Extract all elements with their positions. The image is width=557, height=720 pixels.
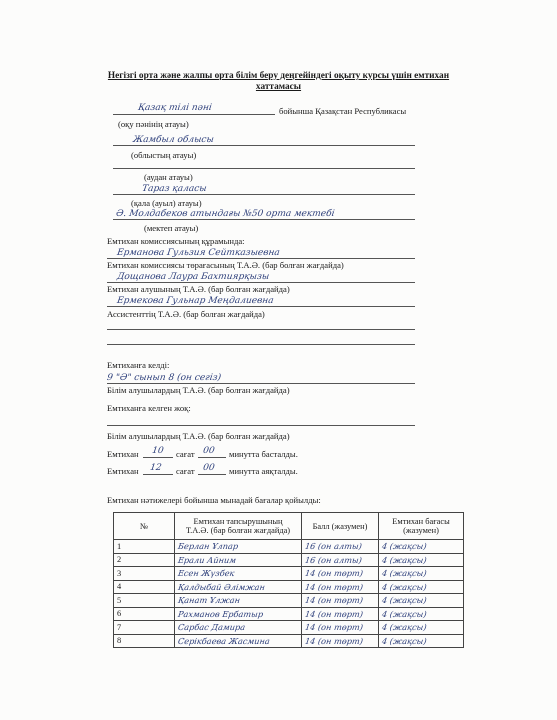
table-row — [114, 594, 464, 608]
district-line — [113, 168, 415, 169]
table-row — [114, 553, 464, 567]
examiner-label: Емтихан алушының Т.А.Ә. (бар болған жағдайда) — [107, 284, 290, 294]
assistant-value: Ермекова Гульнар Меңдалиевна — [116, 296, 275, 306]
city-label: (қала (ауыл) атауы) — [131, 198, 202, 208]
assistant-line — [107, 306, 415, 307]
row-score: 14 (он төрт) — [304, 608, 364, 619]
chair-value: Ерманова Гульзия Сейтказыевна — [116, 248, 281, 258]
row-name: Сарбас Дамира — [177, 622, 246, 633]
header-name — [175, 513, 302, 540]
row-name: Берлан Ұлпар — [177, 541, 239, 552]
school-label: (мектеп атауы) — [144, 223, 199, 233]
row-grade: 4 (жақсы) — [381, 595, 428, 606]
row-grade: 4 (жақсы) — [381, 608, 428, 619]
row-grade: 4 (жақсы) — [381, 541, 428, 552]
row-score: 14 (он төрт) — [304, 635, 364, 646]
subject-value: Қазақ тілі пәні — [137, 103, 213, 113]
assistant-label: Ассистенттің Т.А.Ә. (бар болған жағдайда) — [107, 309, 265, 319]
arrived-label: Емтиханға келді: — [107, 360, 170, 370]
header-name-line-1: Емтихан тапсырушының — [193, 517, 283, 526]
school-value: Ә. Молдабеков атындағы №50 орта мектебі — [115, 209, 336, 219]
row-num: 8 — [114, 634, 175, 648]
start-prefix: Емтихан — [107, 449, 139, 459]
absent-label: Емтиханға келген жоқ: — [107, 403, 191, 413]
row-num: 7 — [114, 621, 175, 635]
blank-line-1 — [107, 329, 415, 330]
results-label: Емтихан нәтижелері бойынша мынадай бағалар қойылды: — [107, 495, 321, 505]
school-line — [113, 219, 415, 220]
end-mid: сағат — [176, 466, 195, 476]
region-line — [113, 145, 415, 146]
end-hour: 12 — [149, 463, 163, 473]
start-hour: 10 — [151, 446, 165, 456]
row-score: 14 (он төрт) — [304, 595, 364, 606]
table-row — [114, 540, 464, 554]
end-hour-line — [143, 474, 173, 475]
header-num: № — [114, 513, 175, 540]
start-suffix: минутта басталды. — [229, 449, 298, 459]
students-label-2: Білім алушылардың Т.А.Ә. (бар болған жағдайда) — [107, 431, 290, 441]
row-name: Есен Жүзбек — [177, 568, 236, 579]
table-row — [114, 634, 464, 648]
start-mid: сағат — [176, 449, 195, 459]
row-num: 1 — [114, 540, 175, 554]
row-num: 3 — [114, 567, 175, 581]
header-name-line-2: Т.А.Ә. (бар болған жағдайда) — [185, 526, 291, 535]
row-num: 4 — [114, 580, 175, 594]
row-grade: 4 (жақсы) — [381, 635, 428, 646]
table-row — [114, 607, 464, 621]
header-grade: Емтихан бағасы (жазумен) — [379, 513, 464, 540]
row-grade: 4 (жақсы) — [381, 581, 428, 592]
start-min: 00 — [202, 446, 216, 456]
row-grade: 4 (жақсы) — [381, 554, 428, 565]
end-suffix: минутта аяқталды. — [229, 466, 298, 476]
subject-label: (оқу пәнінің атауы) — [118, 119, 189, 129]
header-score: Балл (жазумен) — [302, 513, 379, 540]
row-num: 6 — [114, 607, 175, 621]
results-table — [113, 512, 464, 648]
row-name: Рахманов Ербатыр — [177, 608, 264, 619]
region-value: Жамбыл облысы — [132, 135, 215, 145]
row-grade: 4 (жақсы) — [381, 622, 428, 633]
city-line — [113, 194, 415, 195]
arrived-value: 9 "Ә" сынып 8 (он сегіз) — [106, 373, 222, 383]
row-name: Ерали Айним — [177, 554, 237, 565]
row-name: Қанат Ұлжан — [177, 595, 241, 606]
subject-suffix: бойынша Қазақстан Республикасы — [279, 106, 407, 116]
start-min-line — [198, 457, 226, 458]
row-score: 14 (он төрт) — [304, 622, 364, 633]
commission-label: Емтихан комиссиясының құрамында: — [107, 236, 245, 246]
blank-line-2 — [107, 344, 415, 345]
title-line-1: Негізгі орта және жалпы орта білім беру деңгейіндегі оқыту курсы үшін емтихан — [107, 71, 450, 81]
row-score: 14 (он төрт) — [304, 581, 364, 592]
subject-line — [113, 114, 275, 115]
examiner-value: Дощанова Лаура Бахтиярқызы — [116, 272, 270, 282]
row-name: Серікбаева Жасмина — [177, 635, 271, 646]
students-label: Білім алушылардың Т.А.Ә. (бар болған жағдайда) — [107, 385, 290, 395]
table-row — [114, 580, 464, 594]
row-score: 16 (он алты) — [304, 541, 363, 552]
region-label: (облыстың атауы) — [131, 150, 197, 160]
row-name: Қалдыбай Әлімжан — [177, 581, 266, 592]
end-prefix: Емтихан — [107, 466, 139, 476]
city-value: Тараз қаласы — [141, 184, 208, 194]
table-header-row — [114, 513, 464, 540]
start-hour-line — [143, 457, 173, 458]
row-score: 16 (он алты) — [304, 554, 363, 565]
row-num: 2 — [114, 553, 175, 567]
arrived-line — [107, 383, 415, 384]
end-min-line — [198, 474, 226, 475]
table-row — [114, 567, 464, 581]
table-row — [114, 621, 464, 635]
row-score: 14 (он төрт) — [304, 568, 364, 579]
district-label: (аудан атауы) — [144, 172, 193, 182]
end-min: 00 — [202, 463, 216, 473]
chair-label: Емтихан комиссиясы төрағасының Т.А.Ә. (бар болған жағдайда) — [107, 260, 344, 270]
row-num: 5 — [114, 594, 175, 608]
absent-line — [107, 425, 415, 426]
examiner-line — [107, 282, 415, 283]
title-line-2: хаттамасы — [255, 82, 302, 92]
page-title — [80, 71, 477, 93]
chair-line — [107, 258, 415, 259]
row-grade: 4 (жақсы) — [381, 568, 428, 579]
